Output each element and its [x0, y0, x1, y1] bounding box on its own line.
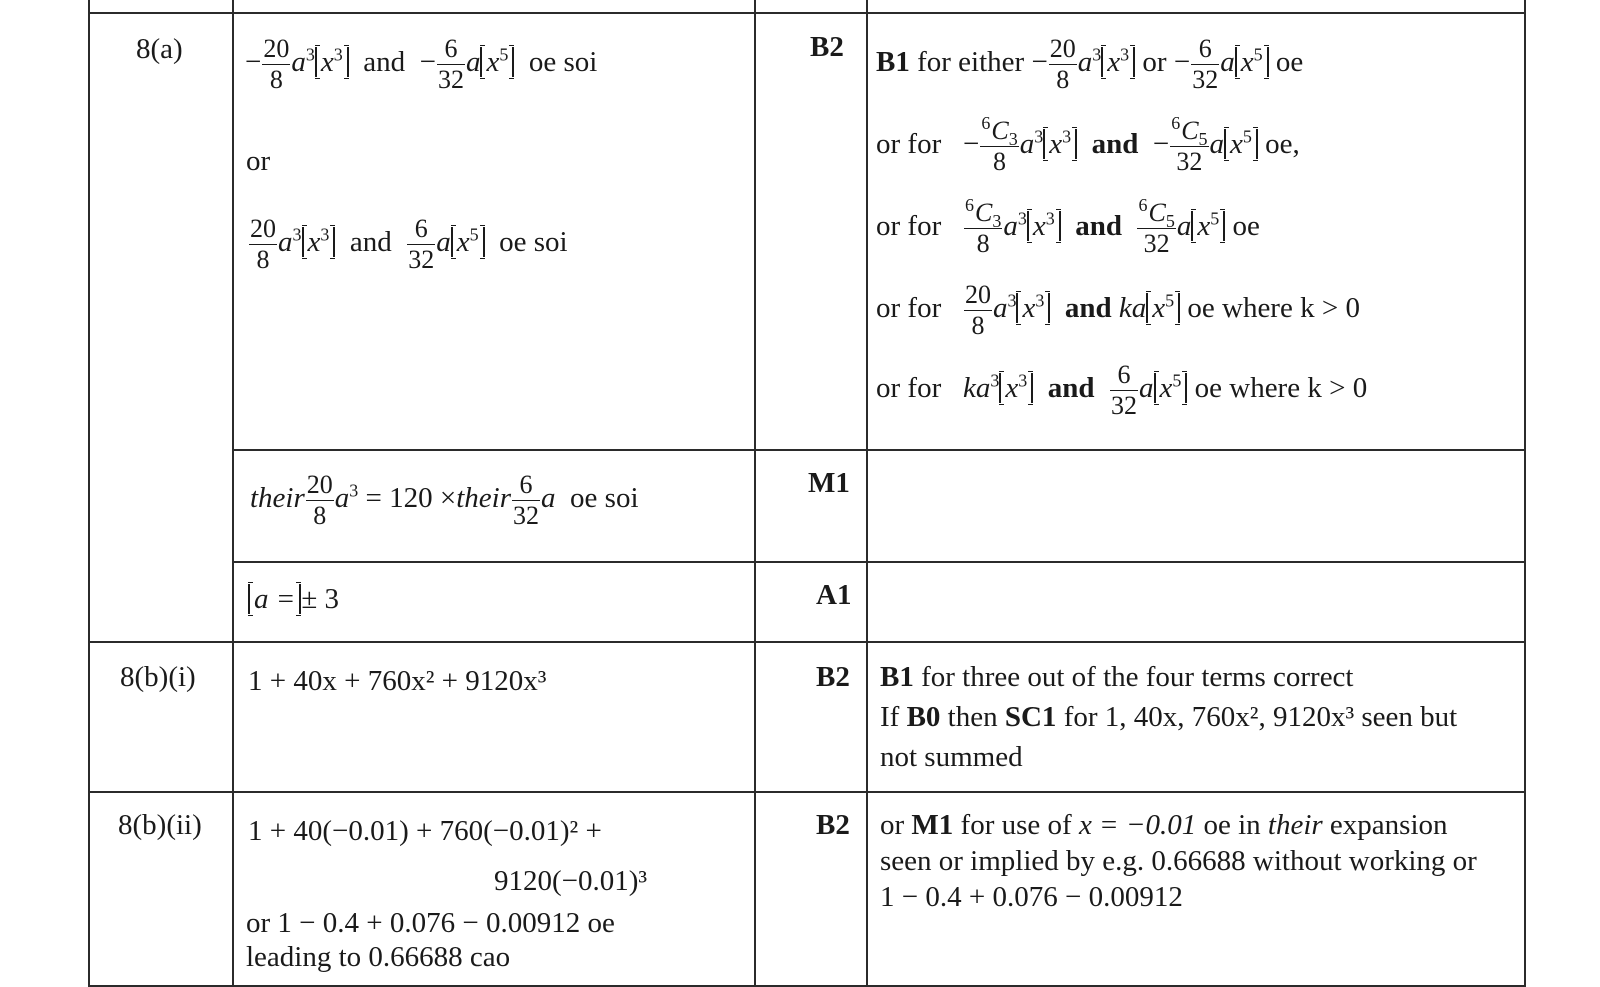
- mark: M1: [808, 467, 850, 499]
- guidance-line-4: or for $\frac{20}{8}$ $a^3$ $x^3$ and ka $x^5$ oe where k > 0: [876, 280, 1360, 340]
- row-divider: [88, 641, 1526, 643]
- row-divider: [88, 791, 1526, 793]
- question-number: 8(b)(ii): [118, 809, 202, 841]
- question-number: 8(a): [136, 33, 183, 65]
- guidance-line-3: or for $\frac{^6C_3}{8}$ $a^3$ $x^3$ and $\frac{^6C_5}{32}$ a $x^5$ oe: [876, 195, 1260, 258]
- mark: B2: [810, 31, 844, 63]
- mark: B2: [816, 661, 850, 693]
- guidance-b-i-line-2: If B0 then SC1 for 1, 40x, 760x², 9120x³ seen but: [880, 701, 1458, 733]
- answer-b-ii-line-1: 1 + 40(−0.01) + 760(−0.01)² +: [248, 815, 602, 847]
- col-border: [866, 0, 868, 987]
- mark: B2: [816, 809, 850, 841]
- mark: A1: [816, 579, 852, 611]
- question-number: 8(b)(i): [120, 661, 196, 693]
- table-bottom-border: [88, 985, 1526, 987]
- col-border: [88, 0, 90, 987]
- answer-or: or: [246, 145, 271, 177]
- answer-b-ii-line-2: 9120(−0.01)³: [494, 865, 648, 897]
- answer-b-ii-line-4: leading to 0.66688 cao: [246, 941, 511, 973]
- col-border: [232, 0, 234, 987]
- guidance-b-i-line-1: B1 for three out of the four terms correct: [880, 661, 1354, 693]
- col-border: [754, 0, 756, 987]
- fraction: $\frac{6}{32}$: [437, 34, 464, 94]
- guidance-b-i-line-3: not summed: [880, 741, 1023, 773]
- table-top-border: [88, 12, 1526, 14]
- guidance-line-1: B1 for either − $\frac{20}{8}$ $a^3$ $x^3$ or − $\frac{6}{32}$ a $x^5$ oe: [876, 34, 1304, 94]
- answer-a1: a = ± 3: [248, 582, 339, 616]
- answer-line-2: $\frac{20}{8}$ $a^3$ $x^3$ and $\frac{6}{32}$ a $x^5$ oe soi: [250, 214, 568, 274]
- fraction: $\frac{20}{8}$: [263, 34, 290, 94]
- guidance-b-ii-line-2: seen or implied by e.g. 0.66688 without working or: [880, 845, 1477, 877]
- guidance-b-ii-line-3: 1 − 0.4 + 0.076 − 0.00912: [880, 881, 1183, 913]
- row-divider: [232, 449, 1526, 451]
- fraction: $\frac{20}{8}$: [250, 214, 276, 274]
- guidance-line-2: or for − $\frac{^6C_3}{8}$ $a^3$ $x^3$ and − $\frac{^6C_5}{32}$ a $x^5$ oe,: [876, 113, 1300, 176]
- answer-b-ii-line-3: or 1 − 0.4 + 0.076 − 0.00912 oe: [246, 907, 615, 939]
- fraction: $\frac{6}{32}$: [408, 214, 435, 274]
- guidance-line-5: or for $ka^3$ $x^3$ and $\frac{6}{32}$ a $x^5$ oe where k > 0: [876, 360, 1368, 420]
- guidance-b-ii-line-1: or M1 for use of x = −0.01 oe in their expansion: [880, 809, 1448, 841]
- answer-line-1: − $\frac{20}{8}$ $a^3$ $x^3$ and − $\frac{6}{32}$ a $x^5$ oe soi: [245, 34, 598, 94]
- answer-m1: their $\frac{20}{8}$ $a^3 = 120$ ×their $\frac{6}{32}$ a oe soi: [250, 470, 639, 530]
- answer-b-i: 1 + 40x + 760x² + 9120x³: [248, 665, 547, 697]
- row-divider: [232, 561, 1526, 563]
- col-border: [1524, 0, 1526, 987]
